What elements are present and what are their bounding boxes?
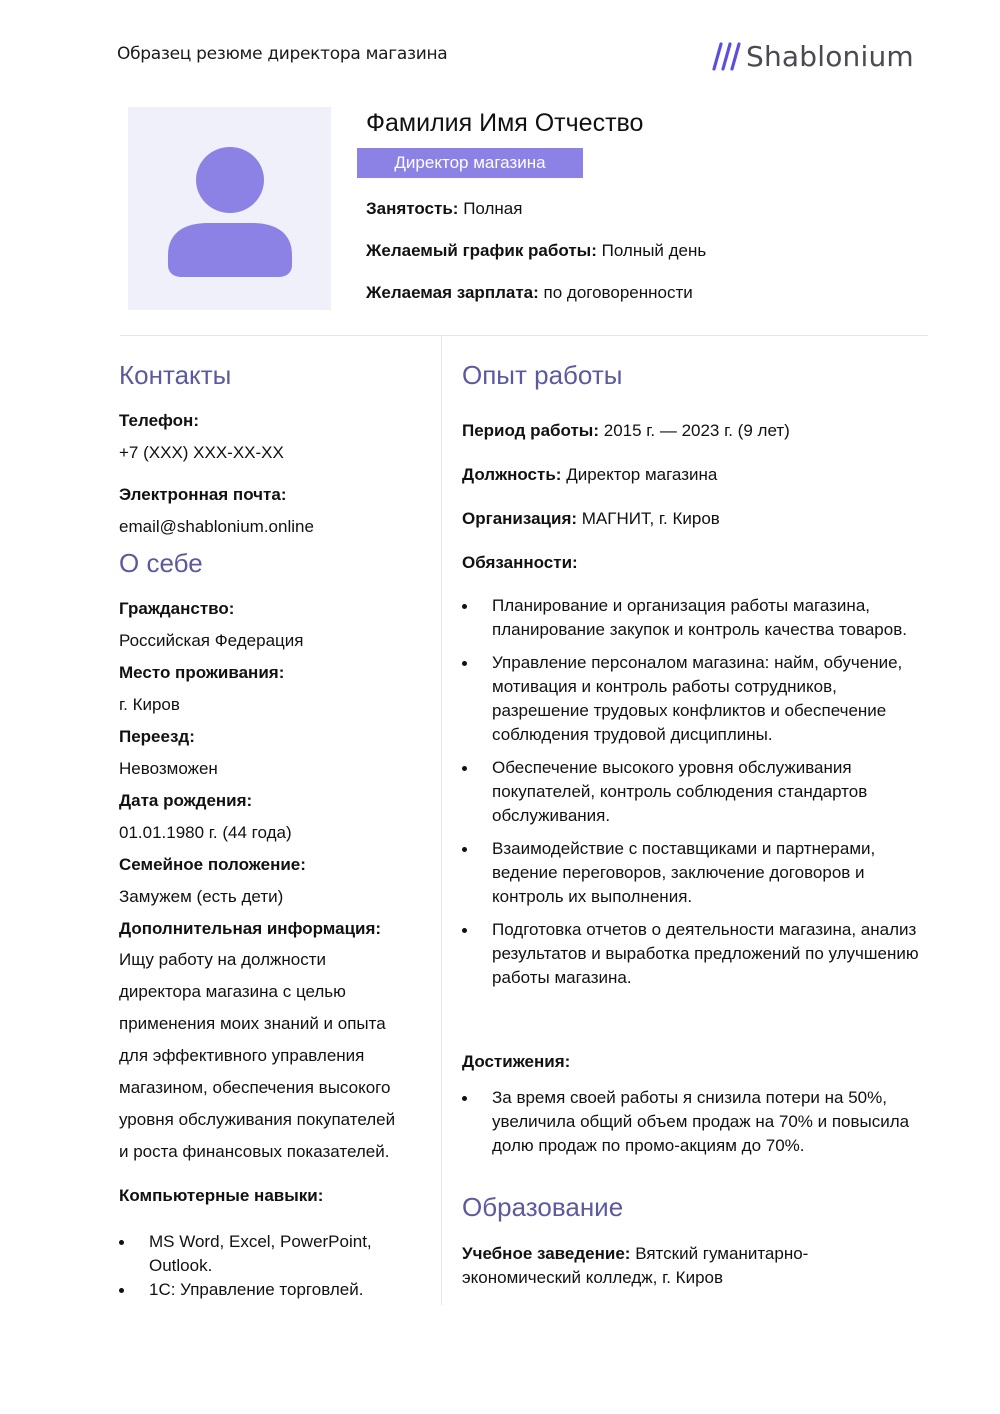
birth-date-value: 01.01.1980 г. (44 года) (119, 823, 292, 842)
bullet-icon (119, 1288, 124, 1293)
schedule-line (366, 241, 706, 261)
duty-text: Взаимодействие с поставщиками и партнерами, ведение переговоров, заключение договоров и контроль их выполнения. (492, 839, 876, 906)
duty-item (462, 594, 922, 642)
employment-value: Полная (463, 199, 523, 218)
column-divider (441, 335, 442, 1305)
shablonium-logo (706, 38, 914, 74)
phone-label: Телефон: (119, 411, 199, 430)
contacts-title: Контакты (119, 360, 232, 390)
duties-list (462, 594, 922, 999)
document-title: Образец резюме директора магазина (117, 44, 448, 64)
profile-photo-placeholder (128, 107, 331, 310)
job-position-line (462, 465, 932, 485)
extra-info-text (119, 944, 439, 1168)
duty-text: Управление персоналом магазина: найм, обучение, мотивация и контроль работы сотрудников, разрешение трудовых конфликтов и обеспечение соблюдения трудовой дисциплины. (492, 653, 903, 744)
institution-value: Вятский гуманитарно-экономический колледж, г. Киров (462, 1244, 809, 1287)
family-status-label: Семейное положение: (119, 855, 306, 874)
job-position-value: Директор магазина (566, 465, 718, 484)
extra-info-line: уровня обслуживания покупателей (119, 1110, 396, 1129)
duty-item (462, 918, 922, 990)
email-value: email@shablonium.online (119, 517, 314, 536)
education-title: Образование (462, 1192, 624, 1222)
bullet-icon (119, 1240, 124, 1245)
bullet-icon (462, 847, 467, 852)
logo-slashes-icon (706, 41, 742, 71)
birth-date-label: Дата рождения: (119, 791, 253, 810)
bullet-icon (462, 1096, 467, 1101)
extra-info-line: магазином, обеспечения высокого (119, 1078, 391, 1097)
institution-label: Учебное заведение: (462, 1244, 631, 1263)
duty-text: Планирование и организация работы магазина, планирование закупок и контроль качества товаров. (492, 596, 907, 639)
residence-value: г. Киров (119, 695, 180, 714)
organization-line (462, 509, 932, 529)
salary-line (366, 283, 693, 303)
extra-info-line: директора магазина с целью (119, 982, 346, 1001)
achievement-item (462, 1086, 922, 1158)
horizontal-divider (120, 335, 928, 336)
residence-label: Место проживания: (119, 663, 285, 682)
logo-text: Shablonium (746, 39, 914, 73)
work-period-value: 2015 г. — 2023 г. (9 лет) (603, 421, 790, 440)
user-avatar-icon (128, 107, 331, 310)
bullet-icon (462, 766, 467, 771)
employment-line (366, 199, 522, 219)
achievements-label: Достижения: (462, 1052, 571, 1071)
achievement-text: За время своей работы я снизила потери на 50%, увеличила общий объем продаж на 70% и повысила долю продаж по промо-акциям до 70%. (492, 1088, 910, 1155)
extra-info-line: Ищу работу на должности (119, 950, 327, 969)
duty-text: Подготовка отчетов о деятельности магазина, анализ результатов и выработка предложений по улучшению работы магазина. (492, 920, 919, 987)
position-badge: Директор магазина (357, 148, 583, 178)
phone-value: +7 (XXX) XXX-XX-XX (119, 443, 284, 462)
organization-value: МАГНИТ, г. Киров (581, 509, 720, 528)
work-period-label: Период работы: (462, 421, 599, 440)
achievements-list (462, 1086, 922, 1158)
extra-info-line: применения моих знаний и опыта (119, 1014, 386, 1033)
skill-item (119, 1230, 409, 1278)
computer-skills-list (119, 1230, 409, 1302)
full-name: Фамилия Имя Отчество (366, 109, 644, 137)
institution-line (462, 1242, 882, 1290)
relocation-label: Переезд: (119, 727, 195, 746)
job-position-label: Должность: (462, 465, 562, 484)
citizenship-label: Гражданство: (119, 599, 235, 618)
extra-info-line: и роста финансовых показателей. (119, 1142, 390, 1161)
family-status-value: Замужем (есть дети) (119, 887, 284, 906)
experience-title: Опыт работы (462, 360, 623, 390)
relocation-value: Невозможен (119, 759, 218, 778)
bullet-icon (462, 604, 467, 609)
computer-skills-label: Компьютерные навыки: (119, 1186, 324, 1205)
duty-text: Обеспечение высокого уровня обслуживания покупателей, контроль соблюдения стандартов обслуживания. (492, 758, 868, 825)
schedule-label: Желаемый график работы: (366, 241, 597, 260)
duty-item (462, 837, 922, 909)
bullet-icon (462, 928, 467, 933)
extra-info-line: для эффективного управления (119, 1046, 365, 1065)
employment-label: Занятость: (366, 199, 459, 218)
skill-item (119, 1278, 409, 1302)
schedule-value: Полный день (601, 241, 707, 260)
salary-label: Желаемая зарплата: (366, 283, 539, 302)
bullet-icon (462, 661, 467, 666)
skill-text: 1С: Управление торговлей. (149, 1280, 364, 1299)
skill-text: MS Word, Excel, PowerPoint, Outlook. (149, 1232, 372, 1275)
organization-label: Организация: (462, 509, 578, 528)
extra-info-label: Дополнительная информация: (119, 919, 382, 938)
duties-label: Обязанности: (462, 553, 578, 572)
email-label: Электронная почта: (119, 485, 287, 504)
about-title: О себе (119, 548, 203, 578)
citizenship-value: Российская Федерация (119, 631, 304, 650)
duty-item (462, 756, 922, 828)
duty-item (462, 651, 922, 747)
work-period-line (462, 421, 932, 441)
salary-value: по договоренности (543, 283, 693, 302)
